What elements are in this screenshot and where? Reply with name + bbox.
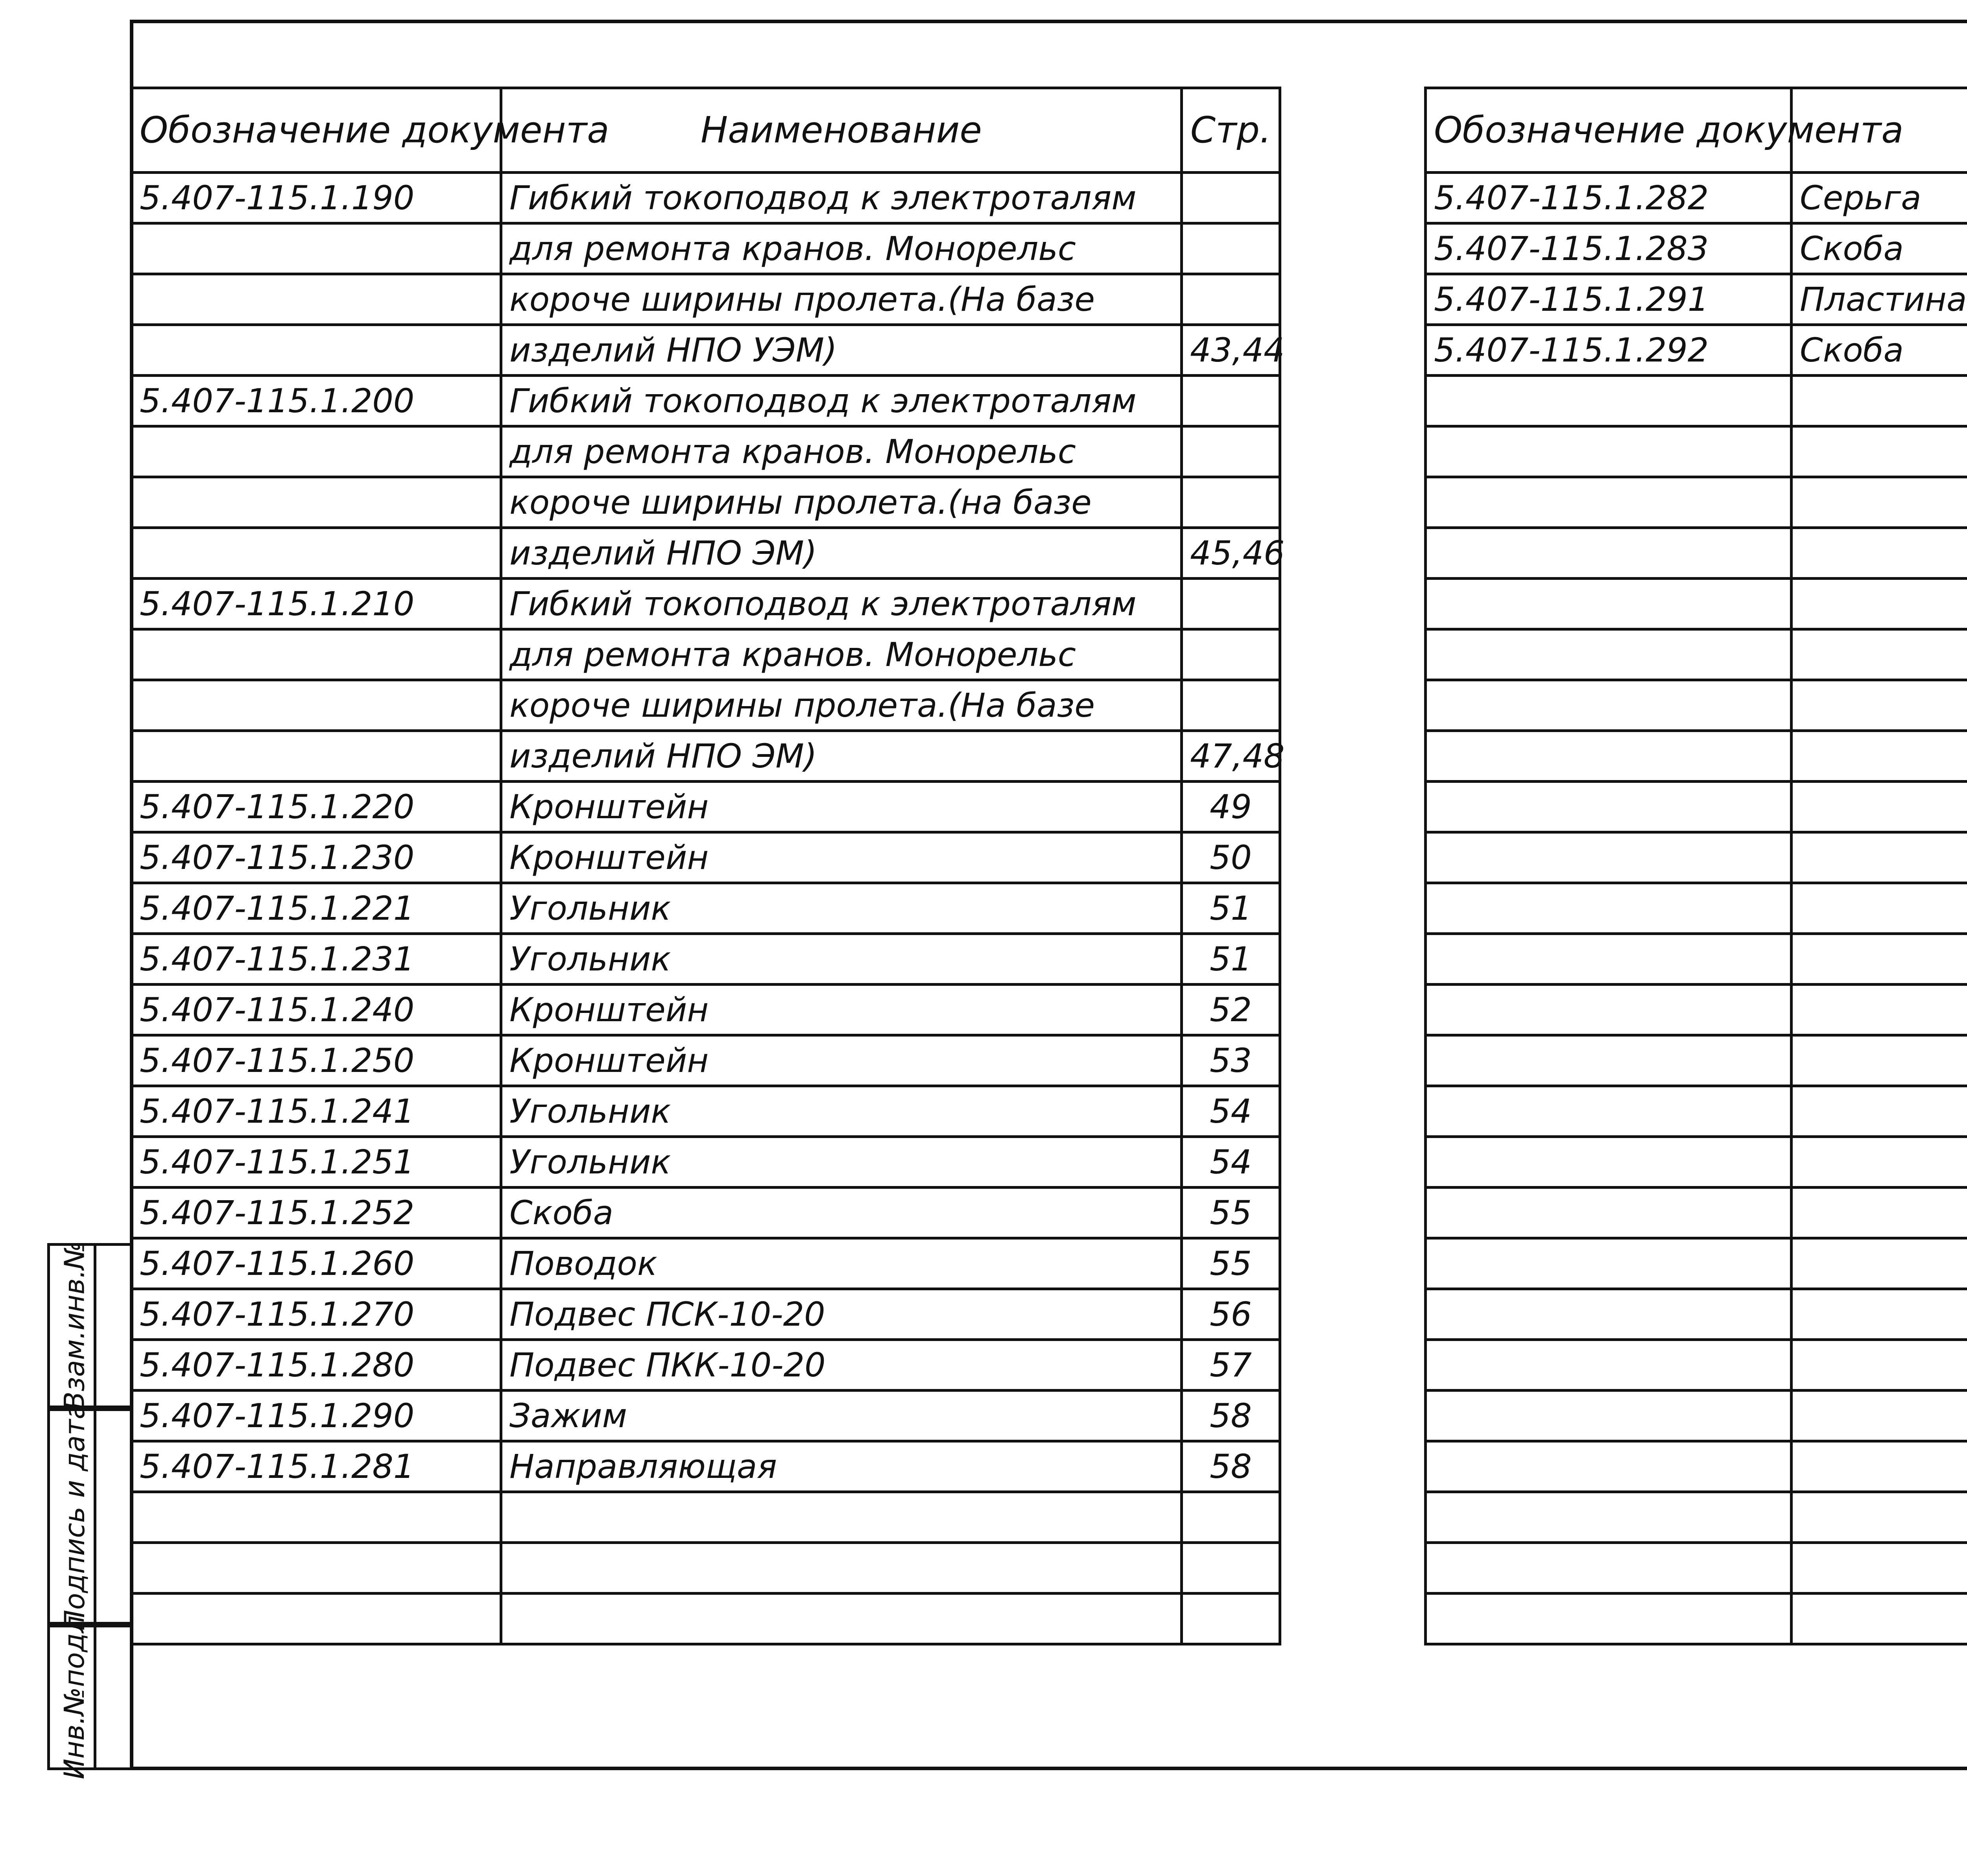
table-row — [1426, 629, 1967, 680]
table-row — [131, 1340, 1280, 1391]
cell-designation — [1426, 1441, 1792, 1492]
cell-designation — [1426, 832, 1792, 883]
table-row — [131, 1441, 1280, 1492]
table-row — [1426, 1340, 1967, 1391]
table-row — [1426, 1441, 1967, 1492]
left-contents-table — [130, 87, 1285, 1645]
cell-name: Серьга — [1792, 173, 1967, 223]
cell-page: 54 — [1182, 1086, 1280, 1137]
cell-page: 50 — [1182, 832, 1280, 883]
cell-designation: 5.407-115.1.210 — [131, 579, 501, 629]
cell-page — [1182, 1543, 1280, 1594]
cell-designation: 5.407-115.1.220 — [131, 782, 501, 832]
cell-designation — [131, 731, 501, 782]
cell-designation — [1426, 883, 1792, 934]
cell-page: 58 — [1182, 1391, 1280, 1441]
cell-page: 58 — [1182, 1441, 1280, 1492]
cell-designation — [1426, 731, 1792, 782]
cell-designation — [1426, 782, 1792, 832]
cell-designation: 5.407-115.1.290 — [131, 1391, 501, 1441]
cell-designation: 5.407-115.1.260 — [131, 1238, 501, 1289]
cell-page: 55 — [1182, 1188, 1280, 1238]
cell-name — [1792, 1188, 1967, 1238]
cell-name — [1792, 1492, 1967, 1543]
cell-page — [1182, 274, 1280, 325]
cell-page: 43,44 — [1182, 325, 1280, 376]
cell-designation — [1426, 1594, 1792, 1644]
cell-page — [1182, 223, 1280, 274]
cell-name: Кронштейн — [501, 782, 1182, 832]
side-stamp-label: Взам.инв.№ — [58, 1241, 91, 1411]
table-row — [1426, 325, 1967, 376]
cell-designation: 5.407-115.1.291 — [1426, 274, 1792, 325]
table-row — [131, 1594, 1280, 1644]
table-row — [131, 629, 1280, 680]
table-row — [1426, 1594, 1967, 1644]
table-row — [131, 680, 1280, 731]
table-row — [131, 934, 1280, 985]
cell-designation — [1426, 1086, 1792, 1137]
cell-page — [1182, 1594, 1280, 1644]
cell-name: Скоба — [501, 1188, 1182, 1238]
cell-name: Гибкий токоподвод к электроталям — [501, 376, 1182, 426]
cell-name — [1792, 1137, 1967, 1188]
table-row — [1426, 477, 1967, 528]
table-row — [131, 1086, 1280, 1137]
cell-designation — [1426, 1492, 1792, 1543]
table-row — [131, 579, 1280, 629]
cell-designation — [1426, 1289, 1792, 1340]
cell-name — [1792, 1391, 1967, 1441]
cell-page: 45,46 — [1182, 528, 1280, 579]
cell-designation — [131, 528, 501, 579]
cell-designation: 5.407-115.1.240 — [131, 985, 501, 1035]
table-row — [131, 1035, 1280, 1086]
cell-name: Гибкий токоподвод к электроталям — [501, 173, 1182, 223]
cell-designation — [1426, 477, 1792, 528]
header-designation: Обозначение документа — [1426, 88, 1792, 173]
cell-designation: 5.407-115.1.280 — [131, 1340, 501, 1391]
cell-designation: 5.407-115.1.251 — [131, 1137, 501, 1188]
cell-name: для ремонта кранов. Монорельс — [501, 426, 1182, 477]
cell-designation — [1426, 1391, 1792, 1441]
table-row — [1426, 1543, 1967, 1594]
header-designation: Обозначение документа — [131, 88, 501, 173]
cell-page: 53 — [1182, 1035, 1280, 1086]
cell-designation — [1426, 1238, 1792, 1289]
cell-name: Угольник — [501, 883, 1182, 934]
table-row — [1426, 883, 1967, 934]
cell-designation — [131, 1492, 501, 1543]
cell-name — [1792, 1543, 1967, 1594]
cell-name: Скоба — [1792, 223, 1967, 274]
cell-name: изделий НПО ЭМ) — [501, 528, 1182, 579]
table-row — [131, 1391, 1280, 1441]
table-row — [131, 325, 1280, 376]
table-row — [131, 528, 1280, 579]
cell-designation — [131, 426, 501, 477]
cell-designation: 5.407-115.1.200 — [131, 376, 501, 426]
cell-page: 51 — [1182, 934, 1280, 985]
cell-name: для ремонта кранов. Монорельс — [501, 629, 1182, 680]
table-row — [1426, 1391, 1967, 1441]
cell-name: короче ширины пролета.(На базе — [501, 680, 1182, 731]
table-row — [131, 782, 1280, 832]
cell-name — [1792, 832, 1967, 883]
cell-page — [1182, 1492, 1280, 1543]
table-row — [131, 1238, 1280, 1289]
table-row — [1426, 1238, 1967, 1289]
table-row — [1426, 680, 1967, 731]
cell-name — [1792, 680, 1967, 731]
cell-designation: 5.407-115.1.252 — [131, 1188, 501, 1238]
cell-designation: 5.407-115.1.282 — [1426, 173, 1792, 223]
table-row — [131, 731, 1280, 782]
cell-name — [1792, 883, 1967, 934]
side-stamp-replaced-inventory — [47, 1241, 130, 1411]
cell-designation — [131, 325, 501, 376]
table-row — [1426, 1289, 1967, 1340]
side-stamp-inventory-original — [47, 1615, 130, 1780]
cell-name: Кронштейн — [501, 1035, 1182, 1086]
cell-name: для ремонта кранов. Монорельс — [501, 223, 1182, 274]
cell-name — [501, 1594, 1182, 1644]
cell-name — [1792, 1035, 1967, 1086]
cell-name — [501, 1543, 1182, 1594]
side-stamp-label: Подпись и дата — [58, 1402, 91, 1631]
header-name: Наименование — [501, 88, 1182, 173]
cell-designation — [1426, 1137, 1792, 1188]
cell-name: Зажим — [501, 1391, 1182, 1441]
cell-name — [1792, 528, 1967, 579]
cell-designation: 5.407-115.1.283 — [1426, 223, 1792, 274]
cell-name: Подвес ПСК-10-20 — [501, 1289, 1182, 1340]
cell-name: изделий НПО ЭМ) — [501, 731, 1182, 782]
table-row — [131, 832, 1280, 883]
cell-name — [1792, 1594, 1967, 1644]
cell-designation — [1426, 579, 1792, 629]
cell-name: изделий НПО УЭМ) — [501, 325, 1182, 376]
cell-name — [1792, 1086, 1967, 1137]
cell-designation — [131, 680, 501, 731]
cell-name: Пластина — [1792, 274, 1967, 325]
cell-designation: 5.407-115.1.190 — [131, 173, 501, 223]
cell-page: 55 — [1182, 1238, 1280, 1289]
cell-designation — [1426, 376, 1792, 426]
cell-page — [1182, 477, 1280, 528]
cell-designation — [1426, 680, 1792, 731]
cell-designation: 5.407-115.1.230 — [131, 832, 501, 883]
cell-designation — [1426, 1035, 1792, 1086]
cell-name: Кронштейн — [501, 832, 1182, 883]
table-row — [131, 274, 1280, 325]
cell-name: Скоба — [1792, 325, 1967, 376]
cell-name: Гибкий токоподвод к электроталям — [501, 579, 1182, 629]
cell-name — [501, 1492, 1182, 1543]
table-row — [1426, 1188, 1967, 1238]
cell-name — [1792, 1340, 1967, 1391]
table-row — [1426, 426, 1967, 477]
cell-designation — [131, 274, 501, 325]
table-row — [131, 223, 1280, 274]
table-row — [1426, 985, 1967, 1035]
cell-page: 57 — [1182, 1340, 1280, 1391]
cell-page — [1182, 629, 1280, 680]
cell-designation — [1426, 426, 1792, 477]
table-row — [131, 477, 1280, 528]
table-row — [131, 985, 1280, 1035]
cell-designation: 5.407-115.1.281 — [131, 1441, 501, 1492]
table-row — [1426, 1035, 1967, 1086]
table-row — [131, 883, 1280, 934]
table-row — [131, 1188, 1280, 1238]
cell-page — [1182, 579, 1280, 629]
cell-name — [1792, 985, 1967, 1035]
cell-page: 51 — [1182, 883, 1280, 934]
table-row — [1426, 832, 1967, 883]
cell-name — [1792, 1441, 1967, 1492]
cell-name — [1792, 782, 1967, 832]
cell-page — [1182, 680, 1280, 731]
cell-name: Угольник — [501, 1086, 1182, 1137]
cell-designation: 5.407-115.1.241 — [131, 1086, 501, 1137]
header-page: Стр. — [1182, 88, 1280, 173]
cell-page: 54 — [1182, 1137, 1280, 1188]
table-row — [1426, 223, 1967, 274]
cell-designation — [1426, 985, 1792, 1035]
cell-name — [1792, 1238, 1967, 1289]
cell-designation — [1426, 1340, 1792, 1391]
cell-page — [1182, 426, 1280, 477]
cell-designation — [131, 1594, 501, 1644]
cell-designation — [1426, 629, 1792, 680]
side-stamp-signature-date — [47, 1402, 130, 1631]
cell-name — [1792, 426, 1967, 477]
cell-designation: 5.407-115.1.292 — [1426, 325, 1792, 376]
cell-designation: 5.407-115.1.221 — [131, 883, 501, 934]
cell-page: 56 — [1182, 1289, 1280, 1340]
cell-designation — [1426, 528, 1792, 579]
cell-name: Кронштейн — [501, 985, 1182, 1035]
cell-name: короче ширины пролета.(На базе — [501, 274, 1182, 325]
table-row — [1426, 731, 1967, 782]
cell-designation — [1426, 1543, 1792, 1594]
cell-name: Направляющая — [501, 1441, 1182, 1492]
table-row — [1426, 274, 1967, 325]
cell-designation: 5.407-115.1.270 — [131, 1289, 501, 1340]
cell-name: короче ширины пролета.(на базе — [501, 477, 1182, 528]
table-header-row — [1426, 88, 1967, 173]
table-row — [131, 426, 1280, 477]
table-row — [1426, 579, 1967, 629]
cell-name: Подвес ПКК-10-20 — [501, 1340, 1182, 1391]
cell-name: Угольник — [501, 934, 1182, 985]
cell-name — [1792, 629, 1967, 680]
cell-name — [1792, 579, 1967, 629]
table-row — [131, 376, 1280, 426]
cell-name — [1792, 1289, 1967, 1340]
table-row — [131, 1543, 1280, 1594]
table-row — [1426, 376, 1967, 426]
cell-name — [1792, 934, 1967, 985]
table-row — [1426, 528, 1967, 579]
cell-page — [1182, 173, 1280, 223]
cell-name — [1792, 477, 1967, 528]
table-row — [1426, 1492, 1967, 1543]
table-row — [1426, 1086, 1967, 1137]
table-row — [131, 1492, 1280, 1543]
cell-name: Угольник — [501, 1137, 1182, 1188]
table-row — [1426, 782, 1967, 832]
cell-designation: 5.407-115.1.231 — [131, 934, 501, 985]
side-stamp-label: Инв.№подл — [58, 1615, 91, 1780]
cell-designation — [131, 629, 501, 680]
cell-designation: 5.407-115.1.250 — [131, 1035, 501, 1086]
table-header-row — [131, 88, 1280, 173]
table-row — [1426, 934, 1967, 985]
cell-page: 49 — [1182, 782, 1280, 832]
cell-designation — [131, 1543, 501, 1594]
cell-designation — [131, 477, 501, 528]
cell-name — [1792, 376, 1967, 426]
table-row — [131, 1289, 1280, 1340]
cell-page: 47,48 — [1182, 731, 1280, 782]
cell-page — [1182, 376, 1280, 426]
cell-page: 52 — [1182, 985, 1280, 1035]
table-row — [131, 1137, 1280, 1188]
cell-designation — [131, 223, 501, 274]
table-row — [1426, 1137, 1967, 1188]
cell-designation — [1426, 934, 1792, 985]
table-row — [131, 173, 1280, 223]
table-row — [1426, 173, 1967, 223]
cell-name: Поводок — [501, 1238, 1182, 1289]
cell-name — [1792, 731, 1967, 782]
cell-designation — [1426, 1188, 1792, 1238]
right-contents-table — [1424, 87, 1967, 1645]
